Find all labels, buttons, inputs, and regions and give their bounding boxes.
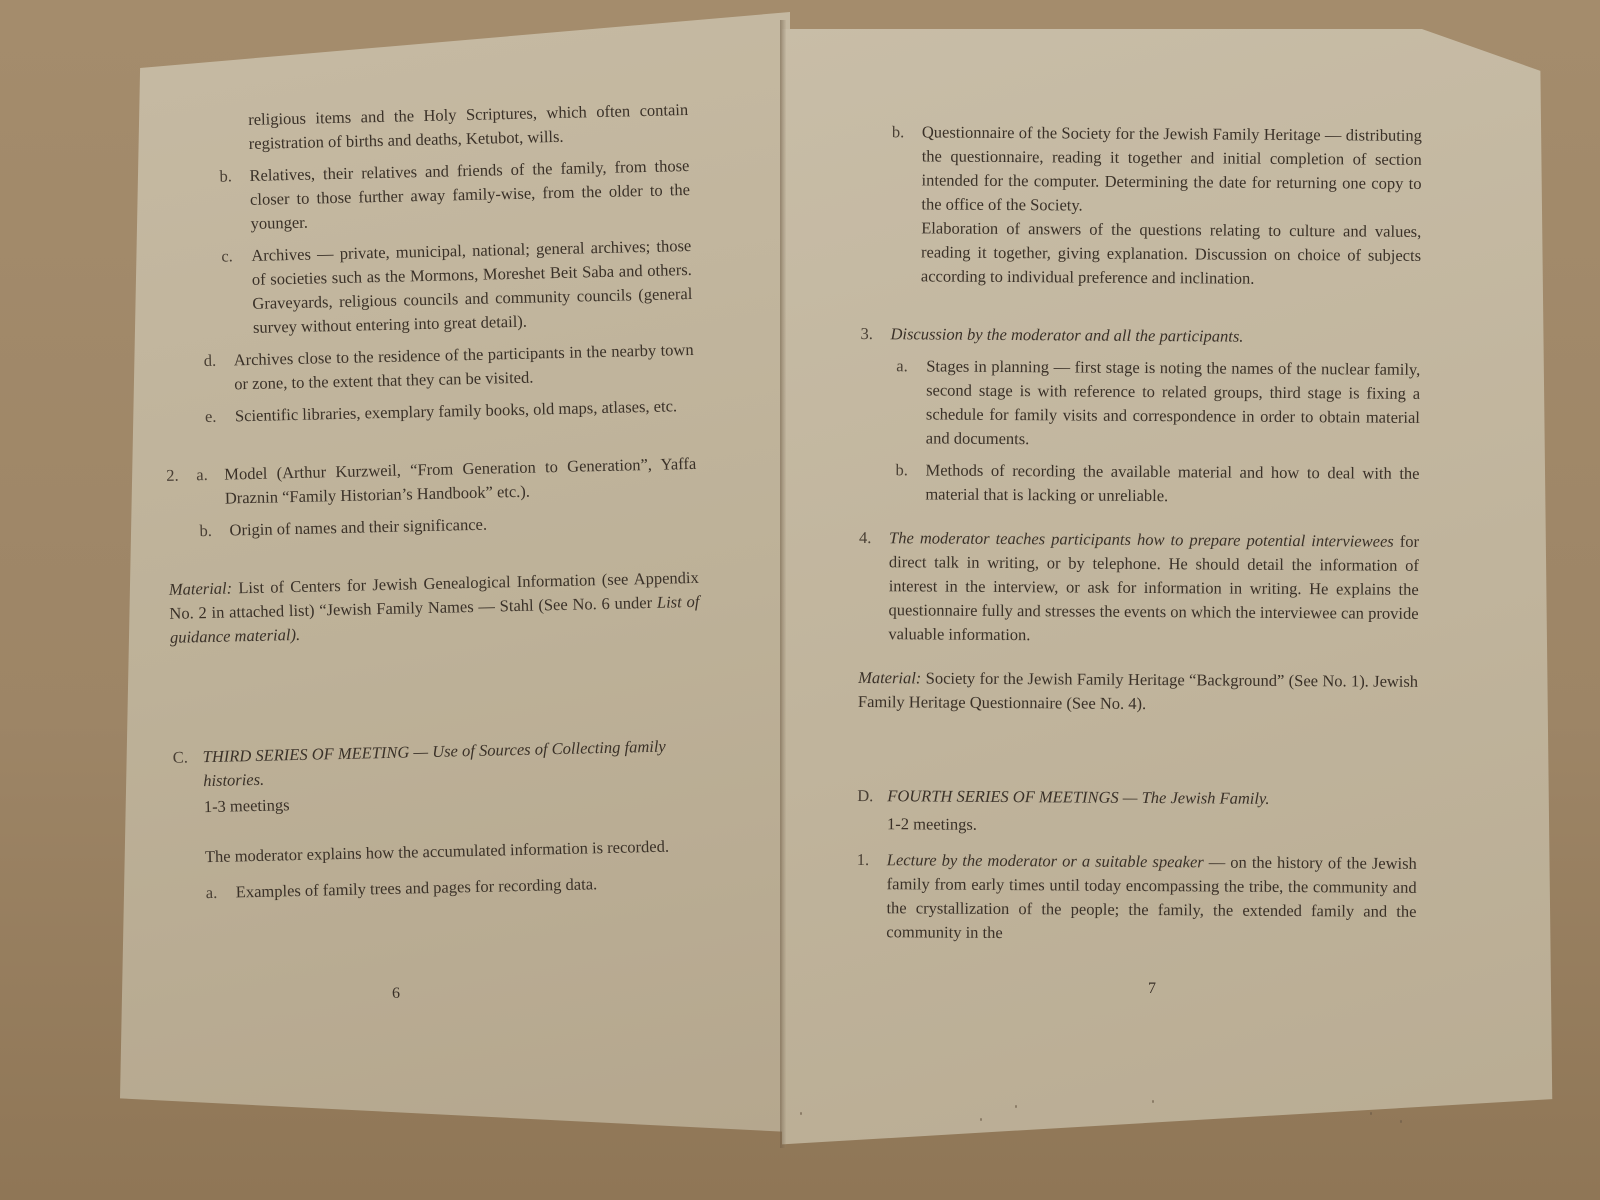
list-marker: b. bbox=[891, 122, 905, 142]
material-note bbox=[169, 566, 700, 650]
list-item-text: Questionnaire of the Society for the Jewish Family Heritage — distributing the questionnaire, reading it together and initial completion of section intended for the computer. Determining the date for returning one copy to the office of the Society. bbox=[921, 122, 1422, 215]
section-intro: The moderator explains how the accumulated information is recorded. bbox=[204, 836, 670, 867]
continuation-paragraph bbox=[218, 98, 689, 157]
list-item-text: Archives close to the residence of the participants in the nearby town or zone, to the extent that they can be visited. bbox=[233, 339, 694, 394]
list-item-b bbox=[891, 120, 1422, 292]
binding-gutter bbox=[780, 20, 786, 1148]
list-marker bbox=[218, 108, 249, 157]
list-marker: c. bbox=[221, 246, 233, 266]
list-marker: a. bbox=[896, 356, 908, 376]
list-item-3 bbox=[860, 322, 1420, 350]
material-text: Society for the Jewish Family Heritage “Background” (See No. 1). Jewish Family Heritage Questionnaire (See No. 4). bbox=[857, 668, 1419, 713]
list-item-text: Model (Arthur Kurzweil, “From Generation to Generation”, Yaffa Draznin “Family Historian’s Handbook” etc.). bbox=[224, 453, 697, 508]
list-item-text: Relatives, their relatives and friends of the family, from those closer to those further away family-wise, from the older to the younger. bbox=[249, 155, 691, 233]
list-item bbox=[219, 154, 691, 237]
list-item-body bbox=[921, 120, 1422, 291]
list-item-lead: Lecture by the moderator or a suitable speaker bbox=[886, 850, 1204, 872]
list-item-1 bbox=[856, 848, 1417, 948]
section-title-rest: — The Jewish Family. bbox=[1118, 787, 1270, 808]
paper-speck bbox=[1015, 1105, 1017, 1108]
list-marker: a. bbox=[196, 464, 208, 485]
material-label: Material: bbox=[858, 667, 922, 688]
list-marker: d. bbox=[203, 350, 217, 371]
paper-speck bbox=[800, 1112, 802, 1115]
list-item-text: Archives — private, municipal, national; general archives; those of societies such as the Mormons, Moreshet Beit Saba and others. Graveyards, religious councils and community councils (general survey without entering into great detail). bbox=[251, 235, 693, 337]
page-number-right: 7 bbox=[1148, 980, 1156, 997]
left-page-text bbox=[158, 98, 706, 914]
section-title bbox=[887, 784, 1417, 812]
list-marker: b. bbox=[199, 520, 213, 541]
list-marker: e. bbox=[204, 406, 217, 427]
paper-speck bbox=[1152, 1100, 1154, 1103]
list-number: 1. bbox=[856, 849, 870, 870]
list-item bbox=[221, 234, 693, 341]
section-letter: D. bbox=[857, 785, 874, 806]
list-item-body bbox=[886, 848, 1417, 948]
list-item bbox=[895, 458, 1419, 510]
material-reference: List of guidance material). bbox=[169, 591, 700, 647]
list-item-text-2: Elaboration of answers of the questions relating to culture and values, reading it together, giving explanation. Discussion on choice of subjects according to individual preference and inclination. bbox=[920, 218, 1422, 288]
list-marker: b. bbox=[219, 166, 233, 186]
list-item-text: Scientific libraries, exemplary family books, old maps, atlases, etc. bbox=[234, 396, 678, 426]
list-item-text: — on the history of the Jewish family from early times until today encompassing the tribe, the community and the crystallization of the people; the family, the extended family and the community in the bbox=[886, 852, 1417, 943]
list-marker: a. bbox=[205, 882, 218, 903]
list-item-text: Stages in planning — first stage is noting the names of the nuclear family, second stage is with reference to related groups, third stage is fixing a schedule for family visits and correspondence in order to obtain material and documents. bbox=[925, 356, 1421, 449]
list-item-text: Origin of names and their significance. bbox=[229, 514, 488, 540]
list-number: 3. bbox=[860, 323, 873, 344]
paragraph-text: religious items and the Holy Scriptures, which often contain registration of births and deaths, Ketubot, wills. bbox=[248, 99, 689, 153]
list-item-text: Methods of recording the available material and how to deal with the material that is lacking or unreliable. bbox=[925, 460, 1420, 506]
list-item-text: Examples of family trees and pages for recording data. bbox=[235, 874, 598, 902]
list-item bbox=[205, 394, 695, 429]
right-page-text bbox=[856, 120, 1422, 956]
section-d-heading bbox=[857, 784, 1417, 812]
material-label: Material: bbox=[168, 578, 233, 599]
paper-speck bbox=[1400, 1120, 1402, 1123]
section-meetings: 1-3 meetings bbox=[203, 795, 290, 817]
list-marker: b. bbox=[895, 460, 909, 480]
list-number: 2. bbox=[166, 465, 179, 485]
list-number: 4. bbox=[859, 527, 872, 548]
list-item-lead: The moderator teaches participants how to prepare potential interviewees bbox=[889, 528, 1394, 551]
section-meetings: 1-2 meetings. bbox=[887, 814, 977, 834]
list-item-title: Discussion by the moderator and all the participants. bbox=[890, 324, 1244, 346]
list-item-body bbox=[888, 526, 1419, 650]
list-item-4 bbox=[858, 526, 1419, 650]
section-title: THIRD SERIES OF MEETING — Use of Sources of Collecting family histories. bbox=[202, 736, 666, 791]
list-item-text: for direct talk in writing, or by telephone. He should detail the information of interest in the interview, or ask for information in writing. He explains the questionnaire fully and stresses the events on which the interviewee can provide valuable information. bbox=[888, 531, 1420, 645]
list-item bbox=[896, 354, 1421, 454]
material-text: List of Centers for Jewish Genealogical Information (see Appendix No. 2 in attached list) “Jewish Family Names — Stahl (See No. 6 under bbox=[169, 567, 699, 623]
section-title-caps: FOURTH SERIES OF MEETINGS bbox=[887, 786, 1119, 807]
paper-speck bbox=[980, 1118, 982, 1121]
material-note bbox=[858, 666, 1418, 718]
list-item-2b bbox=[199, 508, 697, 543]
page-number-left: 6 bbox=[392, 985, 400, 1002]
list-item bbox=[203, 338, 694, 397]
paper-speck bbox=[1370, 1112, 1372, 1115]
section-letter: C. bbox=[172, 747, 189, 767]
